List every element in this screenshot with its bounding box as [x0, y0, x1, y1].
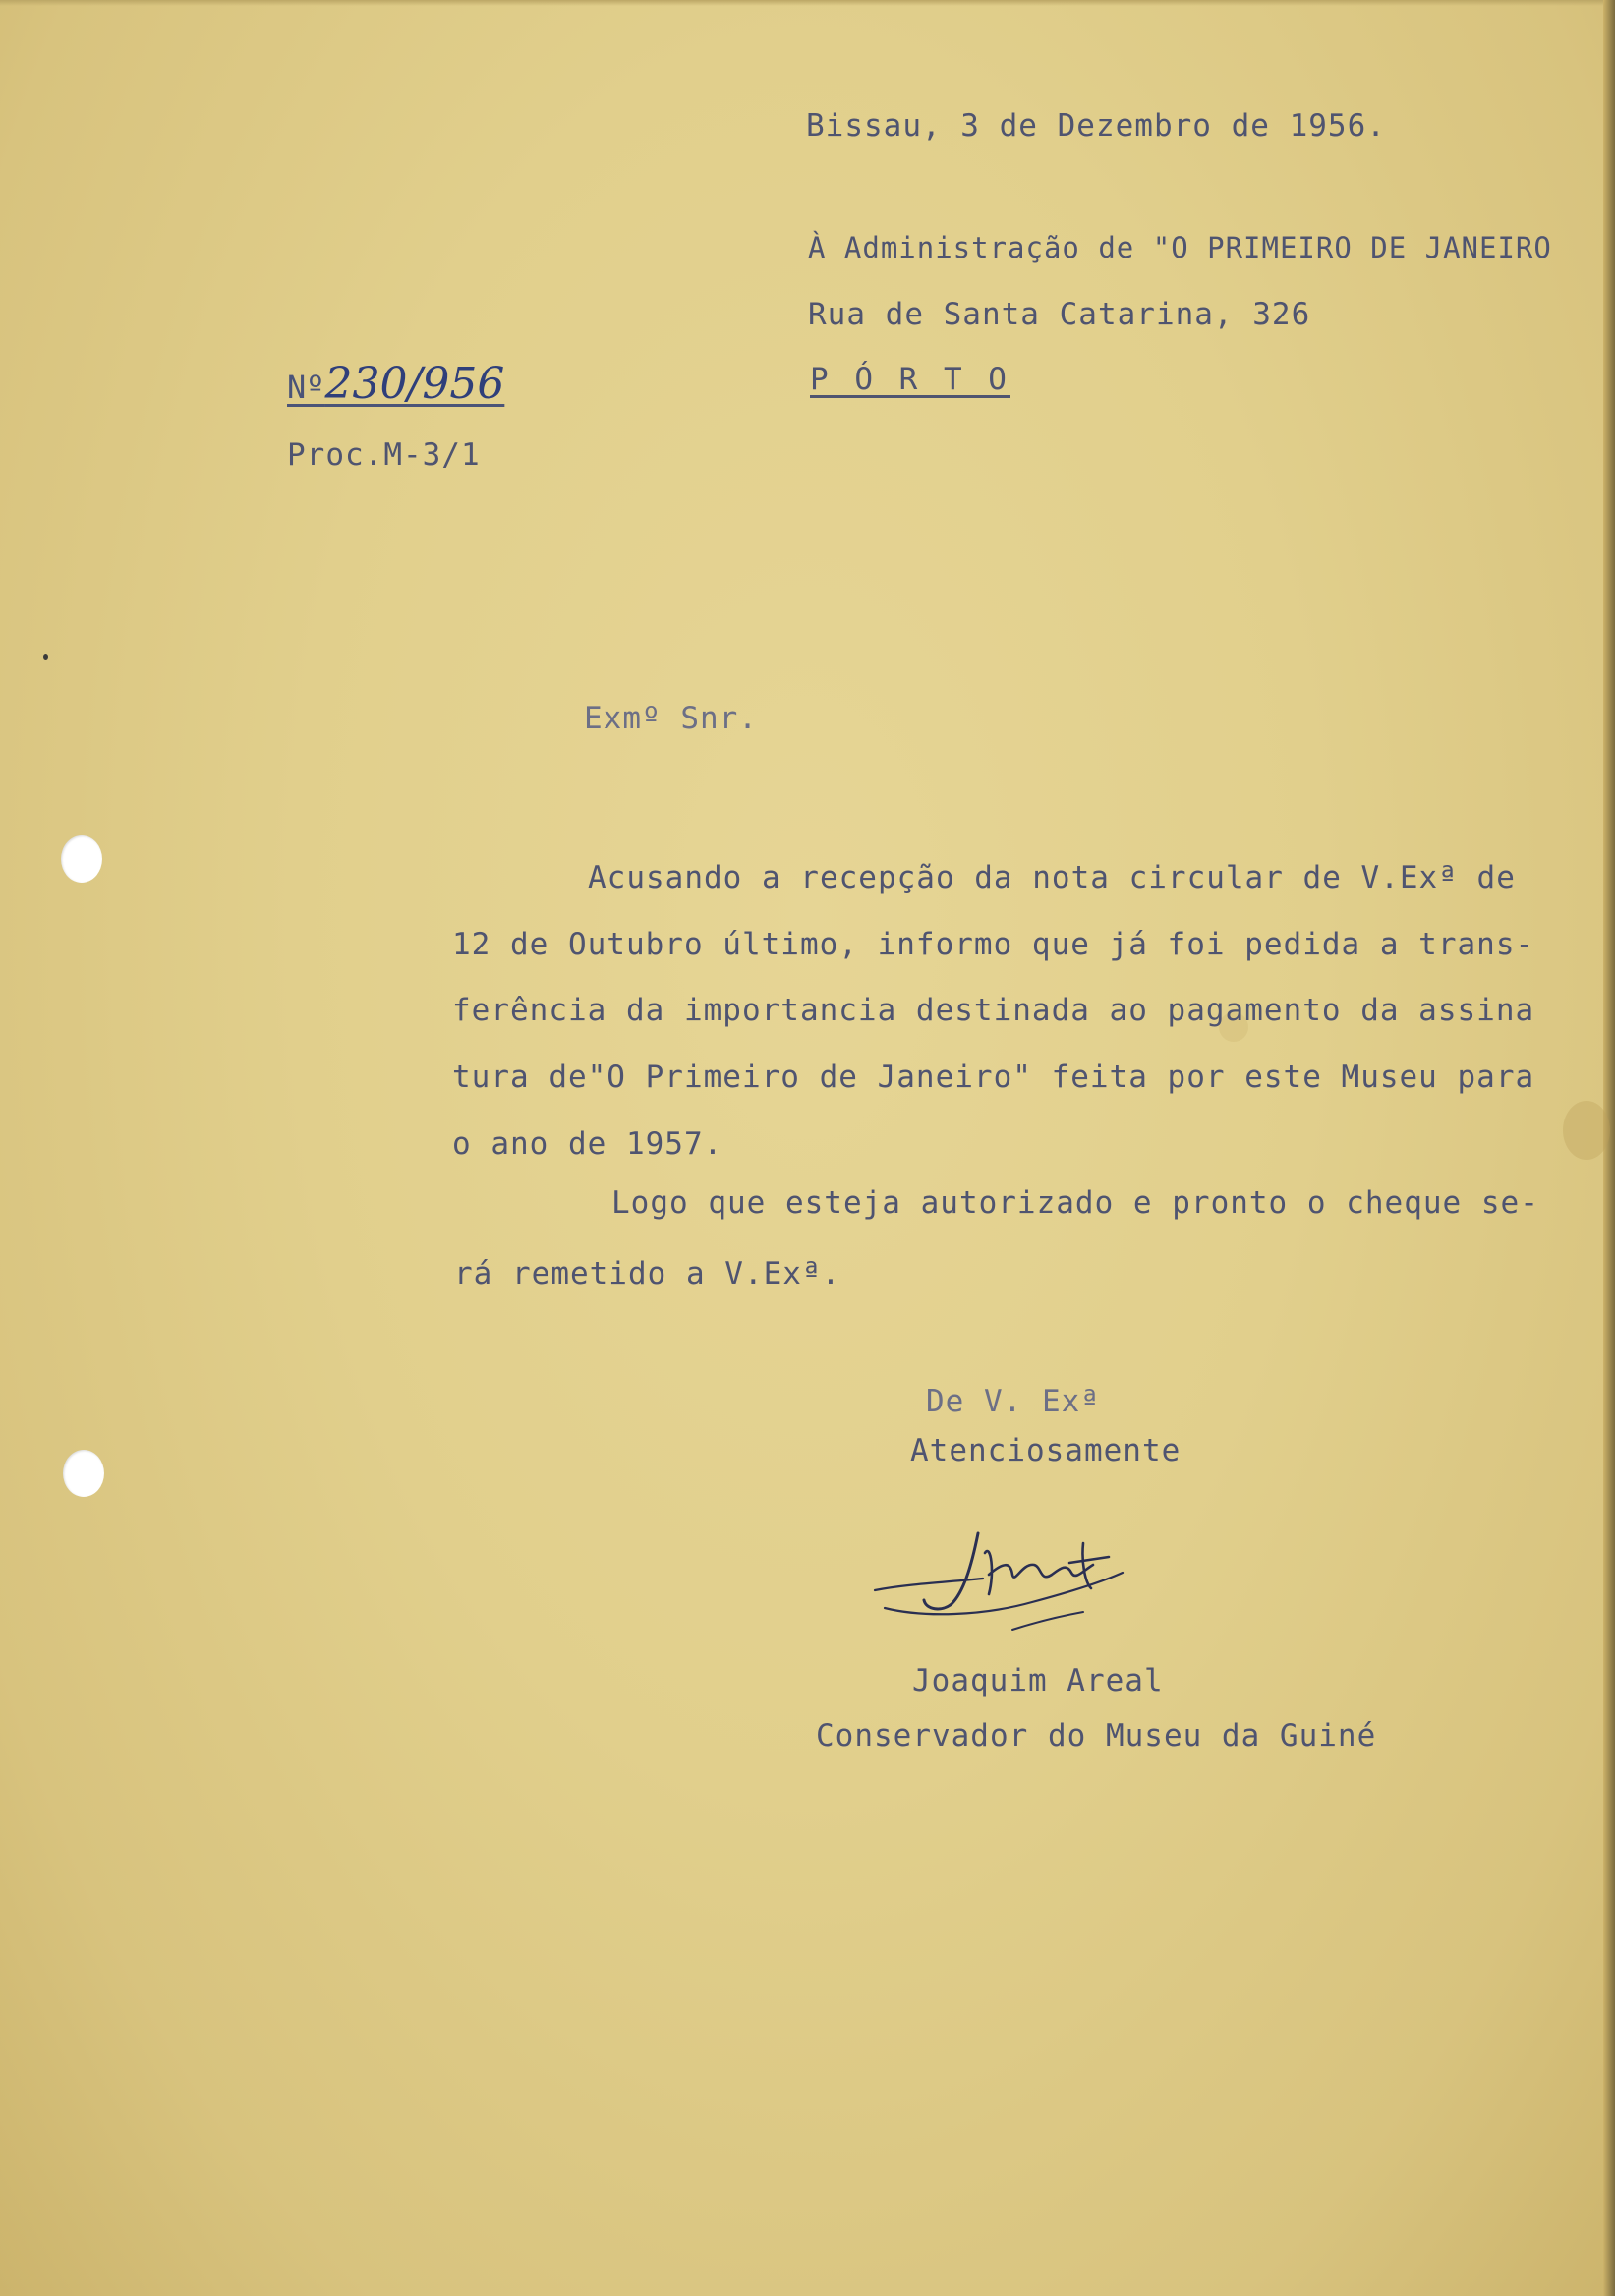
closing-line-2: Atenciosamente [910, 1433, 1182, 1468]
signatory-name: Joaquim Areal [912, 1663, 1164, 1698]
body-line-6: Logo que esteja autorizado e pronto o cheque se- [611, 1185, 1539, 1221]
reference-suffix: /956 [407, 359, 505, 409]
punch-hole-upper [61, 835, 102, 883]
reference-handwritten-number: 230 [324, 359, 408, 409]
body-line-4: tura de"O Primeiro de Janeiro" feita por este Museu para [452, 1060, 1535, 1095]
recipient-line-2: Rua de Santa Catarina, 326 [808, 297, 1311, 332]
process-reference: Proc.M-3/1 [287, 437, 481, 473]
paper-speck [43, 654, 48, 660]
closing-line-1: De V. Exª [926, 1384, 1100, 1419]
body-line-1: Acusando a recepção da nota circular de V.Exª de [588, 860, 1516, 895]
body-line-7: rá remetido a V.Exª. [454, 1256, 841, 1292]
recipient-city: P Ó R T O [810, 362, 1010, 397]
punch-hole-lower [63, 1450, 104, 1497]
signatory-title: Conservador do Museu da Guiné [816, 1718, 1377, 1753]
reference-number [287, 359, 504, 409]
body-line-5: o ano de 1957. [452, 1126, 723, 1162]
salutation: Exmº Snr. [584, 701, 758, 736]
paper-top-edge [0, 0, 1615, 6]
recipient-line-1: À Administração de "O PRIMEIRO DE JANEIRO [808, 231, 1552, 264]
date-line: Bissau, 3 de Dezembro de 1956. [806, 108, 1386, 144]
reference-prefix: Nº [287, 369, 325, 406]
paper-stain [1563, 1101, 1610, 1160]
body-line-3: ferência da importancia destinada ao pagamento da assina [452, 993, 1535, 1028]
handwritten-signature [865, 1514, 1160, 1651]
body-line-2: 12 de Outubro último, informo que já foi pedida a trans- [452, 927, 1535, 962]
